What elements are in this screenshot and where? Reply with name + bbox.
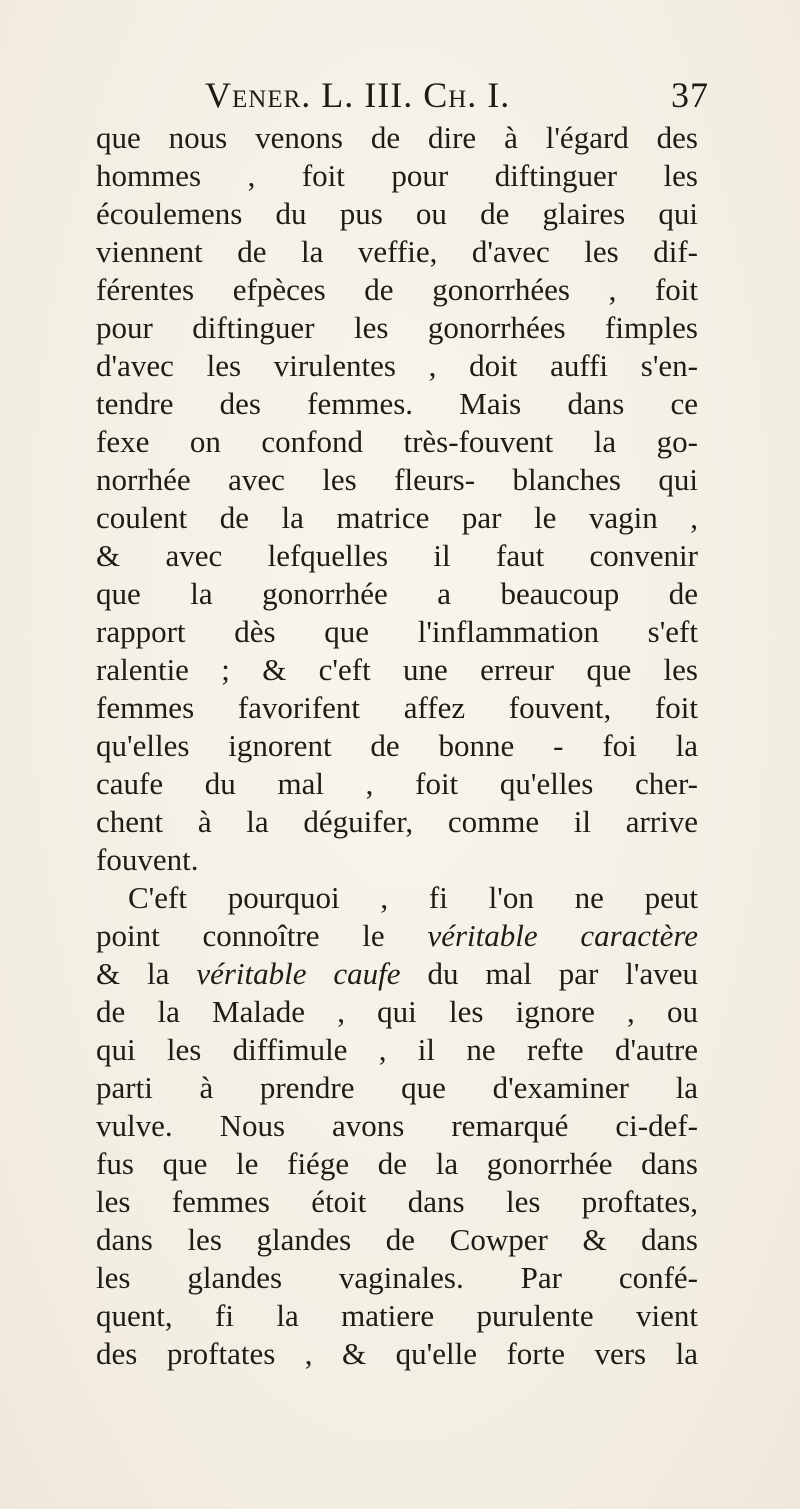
text-line: de la Malade , qui les ignore , ou — [96, 994, 698, 1029]
text-line: que nous venons de dire à l'égard des — [96, 120, 698, 155]
page-number: 37 — [671, 75, 709, 115]
text-line: qu'elles ignorent de bonne - foi la — [96, 728, 698, 763]
running-head — [205, 74, 715, 124]
text-line — [96, 916, 698, 956]
text-roman: du mal par l'aveu — [400, 956, 698, 991]
text-line: que la gonorrhée a beaucoup de — [96, 576, 698, 611]
text-line: C'eft pourquoi , fi l'on ne peut — [128, 880, 698, 915]
text-line: viennent de la veffie, d'avec les dif- — [96, 234, 698, 269]
text-line — [96, 954, 698, 994]
text-line: chent à la déguifer, comme il arrive — [96, 804, 698, 839]
text-line: quent, fi la matiere purulente vient — [96, 1298, 698, 1333]
text-line: d'avec les virulentes , doit auffi s'en- — [96, 348, 698, 383]
text-line: fus que le fiége de la gonorrhée dans — [96, 1146, 698, 1181]
text-line: fouvent. — [96, 842, 199, 877]
text-line: hommes , foit pour diftinguer les — [96, 158, 698, 193]
text-line: ralentie ; & c'eft une erreur que les — [96, 652, 698, 687]
text-line: & avec lefquelles il faut convenir — [96, 538, 698, 573]
text-line: écoulemens du pus ou de glaires qui — [96, 196, 698, 231]
text-line: rapport dès que l'inflammation s'eft — [96, 614, 698, 649]
text-line: parti à prendre que d'examiner la — [96, 1070, 698, 1105]
text-line: fexe on confond très-fouvent la go- — [96, 424, 698, 459]
running-head-title: Vener. L. III. Ch. I. — [205, 75, 511, 115]
text-line: dans les glandes de Cowper & dans — [96, 1222, 698, 1257]
text-line: férentes efpèces de gonorrhées , foit — [96, 272, 698, 307]
text-italic: véritable caufe — [196, 956, 401, 991]
text-line: les glandes vaginales. Par confé- — [96, 1260, 698, 1295]
text-line: les femmes étoit dans les proftates, — [96, 1184, 698, 1219]
text-line: tendre des femmes. Mais dans ce — [96, 386, 698, 421]
text-line: vulve. Nous avons remarqué ci-def- — [96, 1108, 698, 1143]
text-line: des proftates , & qu'elle forte vers la — [96, 1336, 698, 1371]
text-line: caufe du mal , foit qu'elles cher- — [96, 766, 698, 801]
text-line: coulent de la matrice par le vagin , — [96, 500, 698, 535]
text-roman: & la — [96, 956, 197, 991]
text-line: norrhée avec les fleurs- blanches qui — [96, 462, 698, 497]
text-line: qui les diffimule , il ne refte d'autre — [96, 1032, 698, 1067]
text-line: femmes favorifent affez fouvent, foit — [96, 690, 698, 725]
text-roman: point connoître le — [96, 918, 428, 953]
text-line: pour diftinguer les gonorrhées fimples — [96, 310, 698, 345]
text-italic: véritable caractère — [427, 918, 698, 953]
